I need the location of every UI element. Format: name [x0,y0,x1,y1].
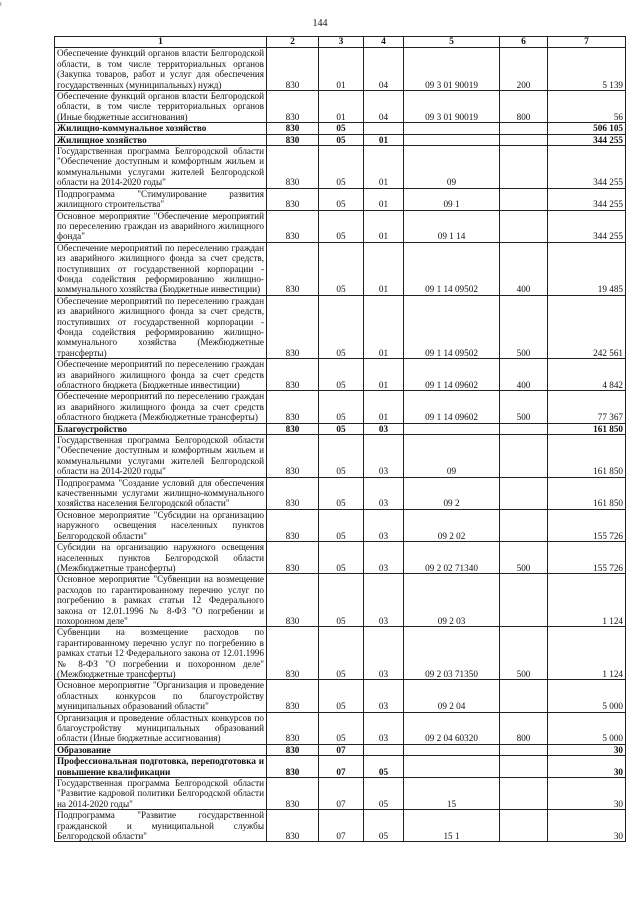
row-expense-type: 800 [500,91,548,123]
table-row [55,48,626,91]
row-section: 07 [319,778,364,810]
row-admin-code: 830 [267,627,319,680]
table-row [55,509,626,541]
row-target-article: 09 2 02 [404,509,500,541]
row-section: 05 [319,134,364,145]
row-admin-code: 830 [267,542,319,574]
row-section: 05 [319,210,364,242]
row-expense-type [500,146,548,189]
table-row [55,542,626,574]
row-subsection: 05 [364,810,404,842]
row-target-article: 09 1 14 09502 [404,295,500,358]
row-subsection: 03 [364,435,404,478]
row-subsection: 01 [364,359,404,391]
row-section: 05 [319,359,364,391]
row-expense-type: 500 [500,542,548,574]
budget-table [54,36,626,842]
row-target-article [404,756,500,778]
row-section: 05 [319,423,364,434]
row-admin-code: 830 [267,756,319,778]
row-section: 05 [319,391,364,423]
row-expense-type [500,810,548,842]
row-target-article: 09 2 02 71340 [404,542,500,574]
row-expense-type [500,188,548,210]
row-section: 07 [319,744,364,755]
row-subsection: 01 [364,146,404,189]
row-admin-code: 830 [267,435,319,478]
row-admin-code: 830 [267,778,319,810]
row-description: Субвенции на возмещение расходов по гарантированному перечню услуг по погребению в рамках статьи 12 Федерального закона от 12.01.1996 № 8-ФЗ "О погребении и похоронном деле" (Межбюджетные трансферты) [55,627,267,680]
row-description: Обеспечение мероприятий по переселению граждан из аварийного жилищного фонда за счет средств областного бюджета (Бюджетные инвестиции) [55,359,267,391]
row-amount: 1 124 [548,574,626,627]
row-section: 05 [319,680,364,712]
row-subsection: 03 [364,509,404,541]
row-subsection: 01 [364,295,404,358]
row-amount: 344 255 [548,210,626,242]
row-expense-type [500,123,548,134]
table-row [55,91,626,123]
col-header-2: 2 [267,37,319,48]
row-admin-code: 830 [267,210,319,242]
row-target-article [404,123,500,134]
row-target-article: 09 1 [404,188,500,210]
row-description: Государственная программа Белгородской области "Обеспечение доступным и комфортным жильем и коммунальными услугами жителей Белгородской области на 2014-2020 годы" [55,435,267,478]
row-admin-code: 830 [267,359,319,391]
row-description: Подпрограмма "Создание условий для обеспечения качественными услугами жилищно-коммунального хозяйства населения Белгородской области" [55,477,267,509]
row-section: 05 [319,542,364,574]
row-expense-type [500,509,548,541]
row-target-article [404,423,500,434]
row-amount: 242 561 [548,295,626,358]
row-description: Государственная программа Белгородской области "Обеспечение доступным и комфортным жильем и коммунальными услугами жителей Белгородской области на 2014-2020 годы" [55,146,267,189]
row-subsection [364,123,404,134]
table-row [55,146,626,189]
row-subsection [364,744,404,755]
row-section: 05 [319,477,364,509]
row-target-article: 09 2 03 71350 [404,627,500,680]
col-header-7: 7 [548,37,626,48]
row-subsection: 01 [364,188,404,210]
row-section: 07 [319,810,364,842]
row-admin-code: 830 [267,134,319,145]
table-row [55,391,626,423]
row-section: 01 [319,91,364,123]
row-expense-type [500,423,548,434]
row-description: Организация и проведение областных конкурсов по благоустройству муниципальных образований области (Иные бюджетные ассигнования) [55,712,267,744]
row-description: Обеспечение мероприятий по переселению граждан из аварийного жилищного фонда за счет средств, поступивших от государственной корпорации - Фонда содействия реформированию жилищно-коммунального хозяйства (Межбюджетные трансферты) [55,295,267,358]
row-amount: 506 105 [548,123,626,134]
row-expense-type [500,756,548,778]
row-admin-code: 830 [267,391,319,423]
table-row [55,123,626,134]
row-description: Подпрограмма "Развитие государственной гражданской и муниципальной службы Белгородской области" [55,810,267,842]
table-row [55,778,626,810]
row-target-article: 09 [404,435,500,478]
row-description: Образование [55,744,267,755]
col-header-4: 4 [364,37,404,48]
row-expense-type: 500 [500,391,548,423]
row-description: Основное мероприятие "Организация и проведение областных конкурсов по благоустройству муниципальных образований области" [55,680,267,712]
row-section: 07 [319,756,364,778]
row-expense-type [500,134,548,145]
row-subsection: 03 [364,574,404,627]
row-section: 05 [319,295,364,358]
row-target-article: 09 2 04 60320 [404,712,500,744]
row-subsection: 05 [364,778,404,810]
row-amount: 5 139 [548,48,626,91]
row-subsection: 03 [364,712,404,744]
row-expense-type: 200 [500,48,548,91]
row-amount: 344 255 [548,134,626,145]
row-target-article: 09 1 14 09602 [404,359,500,391]
row-subsection: 03 [364,680,404,712]
col-header-6: 6 [500,37,548,48]
row-subsection: 03 [364,477,404,509]
row-admin-code: 830 [267,509,319,541]
row-amount: 19 485 [548,242,626,295]
row-amount: 5 000 [548,680,626,712]
row-admin-code: 830 [267,810,319,842]
table-row [55,744,626,755]
row-amount: 161 850 [548,435,626,478]
row-description: Государственная программа Белгородской области "Развитие кадровой политики Белгородской области на 2014-2020 годы" [55,778,267,810]
row-section: 05 [319,123,364,134]
row-subsection: 01 [364,210,404,242]
table-row [55,359,626,391]
row-amount: 1 124 [548,627,626,680]
row-subsection: 04 [364,48,404,91]
row-expense-type: 400 [500,242,548,295]
table-row [55,423,626,434]
row-description: Благоустройство [55,423,267,434]
row-description: Основное мероприятие "Обеспечение мероприятий по переселению граждан из аварийного жилищного фонда" [55,210,267,242]
row-section: 05 [319,435,364,478]
corner-mark: ᶦ [0,0,2,11]
table-row [55,680,626,712]
row-amount: 4 842 [548,359,626,391]
row-admin-code: 830 [267,423,319,434]
row-section: 05 [319,574,364,627]
table-row [55,627,626,680]
col-header-5: 5 [404,37,500,48]
row-expense-type [500,680,548,712]
table-row [55,810,626,842]
row-amount: 155 726 [548,509,626,541]
row-expense-type: 500 [500,627,548,680]
row-admin-code: 830 [267,744,319,755]
row-admin-code: 830 [267,242,319,295]
row-admin-code: 830 [267,295,319,358]
table-row [55,477,626,509]
row-subsection: 03 [364,627,404,680]
page-number: 144 [312,18,328,29]
row-target-article: 09 2 04 [404,680,500,712]
row-amount: 77 367 [548,391,626,423]
row-section: 05 [319,627,364,680]
row-expense-type: 800 [500,712,548,744]
row-section: 05 [319,242,364,295]
row-expense-type [500,574,548,627]
row-amount: 56 [548,91,626,123]
table-row [55,210,626,242]
row-expense-type [500,435,548,478]
row-description: Основное мероприятие "Субсидии на организацию наружного освещения населенных пунктов Белгородской области" [55,509,267,541]
row-subsection: 04 [364,91,404,123]
table-row [55,242,626,295]
row-description: Обеспечение функций органов власти Белгородской области, в том числе территориальных органов (Закупка товаров, работ и услуг для обеспечения государственных (муниципальных) нужд) [55,48,267,91]
row-amount: 30 [548,778,626,810]
row-description: Субсидии на организацию наружного освещения населенных пунктов Белгородской области (Межбюджетные трансферты) [55,542,267,574]
row-subsection: 03 [364,542,404,574]
row-subsection: 03 [364,423,404,434]
table-row [55,756,626,778]
row-description: Подпрограмма "Стимулирование развития жилищного строительства" [55,188,267,210]
table-row [55,712,626,744]
row-expense-type [500,477,548,509]
header-row [55,37,626,48]
row-expense-type [500,210,548,242]
row-description: Обеспечение функций органов власти Белгородской области, в том числе территориальных органов (Иные бюджетные ассигнования) [55,91,267,123]
row-amount: 344 255 [548,146,626,189]
row-target-article: 09 1 14 09502 [404,242,500,295]
row-target-article: 09 1 14 [404,210,500,242]
table-row [55,134,626,145]
table-row [55,435,626,478]
row-admin-code: 830 [267,146,319,189]
row-subsection: 01 [364,134,404,145]
row-section: 01 [319,48,364,91]
row-description: Обеспечение мероприятий по переселению граждан из аварийного жилищного фонда за счет средств, поступивших от государственной корпорации - Фонда содействия реформированию жилищно-коммунального хозяйства (Бюджетные инвестиции) [55,242,267,295]
row-admin-code: 830 [267,680,319,712]
row-target-article: 15 [404,778,500,810]
row-target-article: 09 2 03 [404,574,500,627]
row-section: 05 [319,146,364,189]
row-amount: 161 850 [548,423,626,434]
row-target-article: 15 1 [404,810,500,842]
row-amount: 30 [548,744,626,755]
row-amount: 155 726 [548,542,626,574]
row-subsection: 01 [364,242,404,295]
row-admin-code: 830 [267,574,319,627]
row-expense-type: 400 [500,359,548,391]
row-admin-code: 830 [267,188,319,210]
row-admin-code: 830 [267,91,319,123]
table-row [55,574,626,627]
row-section: 05 [319,509,364,541]
row-amount: 30 [548,756,626,778]
row-description: Основное мероприятие "Субвенции на возмещение расходов по гарантированному перечню услуг по погребению в рамках статьи 12 Федерального закона от 12.01.1996 № 8-ФЗ "О погребении и похоронном деле" [55,574,267,627]
row-amount: 161 850 [548,477,626,509]
row-admin-code: 830 [267,712,319,744]
row-target-article: 09 2 [404,477,500,509]
table-row [55,188,626,210]
row-amount: 30 [548,810,626,842]
row-target-article: 09 3 01 90019 [404,48,500,91]
row-target-article: 09 [404,146,500,189]
row-description: Жилищно-коммунальное хозяйство [55,123,267,134]
row-description: Обеспечение мероприятий по переселению граждан из аварийного жилищного фонда за счет средств областного бюджета (Межбюджетные трансферты) [55,391,267,423]
row-target-article: 09 1 14 09602 [404,391,500,423]
row-section: 05 [319,188,364,210]
row-subsection: 01 [364,391,404,423]
row-target-article: 09 3 01 90019 [404,91,500,123]
row-description: Жилищное хозяйство [55,134,267,145]
row-target-article [404,134,500,145]
table-row [55,295,626,358]
row-admin-code: 830 [267,477,319,509]
row-subsection: 05 [364,756,404,778]
row-section: 05 [319,712,364,744]
row-admin-code: 830 [267,123,319,134]
row-description: Профессиональная подготовка, переподготовка и повышение квалификации [55,756,267,778]
row-expense-type [500,778,548,810]
col-header-1: 1 [55,37,267,48]
row-amount: 344 255 [548,188,626,210]
row-expense-type [500,744,548,755]
row-amount: 5 000 [548,712,626,744]
row-target-article [404,744,500,755]
col-header-3: 3 [319,37,364,48]
row-expense-type: 500 [500,295,548,358]
row-admin-code: 830 [267,48,319,91]
